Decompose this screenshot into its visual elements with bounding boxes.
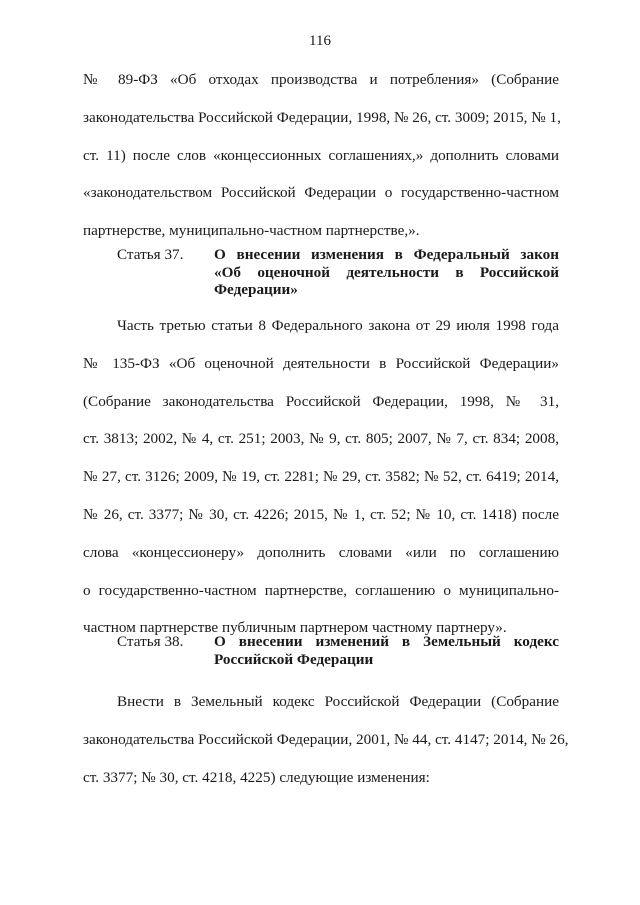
- text-line: № 89-ФЗ «Об отходах производства и потребления» (Собрание: [83, 71, 559, 88]
- text-line: № 27, ст. 3126; 2009, № 19, ст. 2281; № 29, ст. 3582; № 52, ст. 6419; 2014,: [83, 468, 559, 486]
- paragraph-law-89fz: [83, 70, 559, 259]
- article-number: Статья 38.: [117, 633, 184, 650]
- text-line: № 135-ФЗ «Об оценочной деятельности в Российской Федерации»: [83, 354, 559, 372]
- text-line: слова «концессионеру» дополнить словами «или по соглашению: [83, 543, 559, 561]
- text-line: ст. 3813; 2002, № 4, ст. 251; 2003, № 9, ст. 805; 2007, № 7, ст. 834; 2008,: [83, 430, 559, 448]
- text-line: «законодательством Российской Федерации о государственно-частном: [83, 184, 559, 202]
- text-line: Часть третью статьи 8 Федерального закона от 29 июля 1998 года: [117, 317, 559, 334]
- article-title-line: Федерации»: [214, 281, 298, 298]
- article-title: [214, 633, 559, 668]
- article-title: [214, 246, 559, 299]
- text-line: Внести в Земельный кодекс Российской Федерации (Собрание: [117, 693, 559, 710]
- text-line: партнерстве, муниципально-частном партнерстве,».: [83, 222, 420, 240]
- article-title-line: О внесении изменения в Федеральный закон: [214, 246, 559, 263]
- text-line: № 26, ст. 3377; № 30, ст. 4226; 2015, № 1, ст. 52; № 10, ст. 1418) после: [83, 505, 559, 523]
- article-number: Статья 37.: [117, 246, 184, 263]
- page-number: 116: [309, 33, 331, 49]
- paragraph-law-135fz: [83, 316, 559, 656]
- text-line: ст. 11) после слов «концессионных соглашениях,» дополнить словами: [83, 146, 559, 164]
- text-line: законодательства Российской Федерации, 1998, № 26, ст. 3009; 2015, № 1,: [83, 108, 561, 126]
- text-line: ст. 3377; № 30, ст. 4218, 4225) следующие изменения:: [83, 768, 430, 786]
- article-title-line: О внесении изменений в Земельный кодекс: [214, 633, 559, 650]
- text-line: частном партнерстве публичным партнером частному партнеру».: [83, 619, 507, 637]
- text-line: законодательства Российской Федерации, 2001, № 44, ст. 4147; 2014, № 26,: [83, 730, 569, 748]
- paragraph-land-code: [83, 692, 569, 805]
- text-line: (Собрание законодательства Российской Федерации, 1998, № 31,: [83, 392, 559, 410]
- article-title-line: Российской Федерации: [214, 650, 374, 668]
- text-line: о государственно-частном партнерстве, соглашению о муниципально-: [83, 581, 559, 599]
- article-title-line: «Об оценочной деятельности в Российской: [214, 263, 559, 281]
